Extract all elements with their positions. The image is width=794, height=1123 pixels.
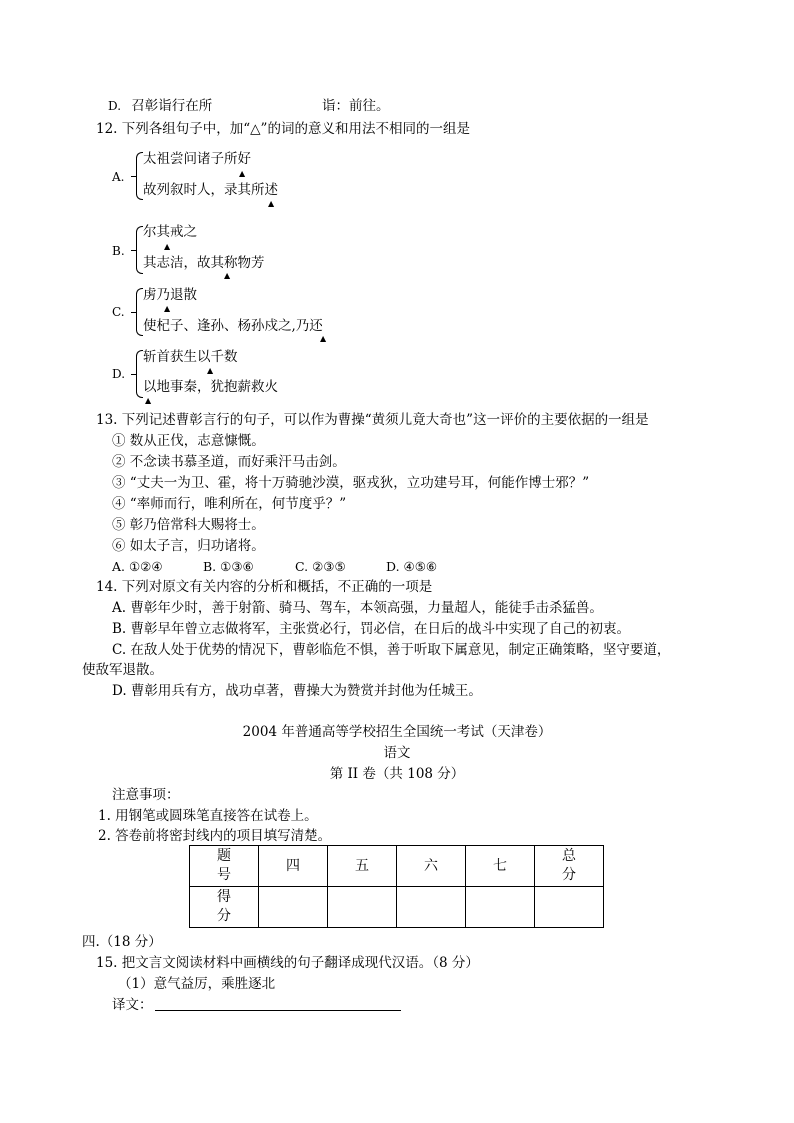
q11-note: 诣：前往。 xyxy=(322,98,390,114)
table-row xyxy=(190,846,604,887)
answer-label: 译文： xyxy=(112,997,153,1013)
subject-title: 语文 xyxy=(383,745,411,761)
q12-a-label: A. xyxy=(112,170,125,184)
q14-option-b: B. 曹彰早年曾立志做将军，主张赏必行，罚必信，在日后的战斗中实现了自己的初衷。 xyxy=(112,621,631,637)
note-item-2: 2. 答卷前将密封线内的项目填写清楚。 xyxy=(98,828,332,844)
emphasis-mark: ▲ xyxy=(164,242,171,251)
q13-item-4: ④ “率师而行，唯利所在，何节度乎？” xyxy=(112,496,347,512)
table-header-cell: 题号 xyxy=(190,846,259,887)
q12-d-label: D. xyxy=(112,367,126,381)
emphasis-mark: ▲ xyxy=(268,199,275,208)
q12-d-line1: 斩首获生以千数 xyxy=(143,349,238,365)
q12-b-label: B. xyxy=(112,244,125,258)
q13-stem: 13. 下列记述曹彰言行的句子，可以作为曹操“黄须儿竟大奇也”这一评价的主要依据的一组是 xyxy=(96,412,649,428)
answer-line[interactable] xyxy=(155,1010,401,1011)
table-header-cell: 六 xyxy=(397,846,466,887)
q12-b-brace xyxy=(136,226,143,274)
q12-stem: 12. 下列各组句子中，加“△”的词的意义和用法不相同的一组是 xyxy=(96,121,470,137)
q13-item-6: ⑥ 如太子言，归功诸将。 xyxy=(112,538,265,554)
q14-option-c: C. 在敌人处于优势的情况下，曹彰临危不惧，善于听取下属意见，制定正确策略，坚守要道， xyxy=(112,642,671,658)
q14-option-a: A. 曹彰年少时，善于射箭、骑马、驾车，本领高强，力量超人，能徒手击杀猛兽。 xyxy=(112,600,603,616)
emphasis-mark: ▲ xyxy=(224,271,231,280)
emphasis-mark: ▲ xyxy=(320,334,327,343)
exam-title: 2004 年普通高等学校招生全国统一考试（天津卷） xyxy=(242,724,552,740)
option-label: D. xyxy=(108,99,122,113)
score-table xyxy=(189,845,604,928)
q12-a-line2: 故列叙时人，录其所述 xyxy=(143,182,278,198)
q12-c-brace xyxy=(136,288,143,336)
q13-item-1: ① 数从正伐，志意慷慨。 xyxy=(112,433,265,449)
q13-choice-b: B. ①③⑥ xyxy=(203,559,254,574)
q12-b-line1: 尔其戒之 xyxy=(143,224,197,240)
q12-a-brace xyxy=(136,152,143,200)
notes-title: 注意事项： xyxy=(112,787,180,803)
q13-choice-a: A. ①②④ xyxy=(112,559,163,574)
option-text: 召彰诣行在所 xyxy=(131,98,213,114)
table-header-cell: 四 xyxy=(259,846,328,887)
q12-b-line2: 其志洁，故其称物芳 xyxy=(143,255,265,271)
table-row-label: 得分 xyxy=(190,887,259,928)
q12-d-brace xyxy=(136,350,143,398)
q12-c-label: C. xyxy=(112,305,125,319)
score-cell[interactable] xyxy=(328,887,397,928)
emphasis-mark: ▲ xyxy=(145,396,152,405)
q13-item-2: ② 不念读书慕圣道，而好乘汗马击剑。 xyxy=(112,454,346,470)
table-header-cell: 总分 xyxy=(535,846,604,887)
emphasis-mark: ▲ xyxy=(239,169,246,178)
q11-option-d xyxy=(108,97,212,115)
q12-c-line2: 使杞子、逢孙、杨孙戍之,乃还 xyxy=(143,318,323,334)
q13-choice-d: D. ④⑤⑥ xyxy=(386,559,438,574)
q15-sub-1: （1）意气益厉，乘胜逐北 xyxy=(118,976,276,992)
q15-stem: 15. 把文言文阅读材料中画横线的句子翻译成现代汉语。（8 分） xyxy=(96,955,479,971)
emphasis-mark: ▲ xyxy=(207,366,214,375)
q12-c-line1: 虏乃退散 xyxy=(143,287,197,303)
score-cell[interactable] xyxy=(259,887,328,928)
table-header-cell: 七 xyxy=(466,846,535,887)
note-item-1: 1. 用钢笔或圆珠笔直接答在试卷上。 xyxy=(98,808,318,824)
part-title: 第 II 卷（共 108 分） xyxy=(329,766,465,782)
emphasis-mark: ▲ xyxy=(164,304,171,313)
q14-option-c-cont: 使敌军退散。 xyxy=(82,662,163,678)
score-cell[interactable] xyxy=(397,887,466,928)
q12-a-line1: 太祖尝问诸子所好 xyxy=(143,151,251,167)
q12-d-line2: 以地事秦，犹抱薪救火 xyxy=(143,379,278,395)
q14-stem: 14. 下列对原文有关内容的分析和概括，不正确的一项是 xyxy=(96,579,433,595)
q13-item-3: ③ “丈夫一为卫、霍，将十万骑驰沙漠，驱戎狄，立功建号耳，何能作博士邪？” xyxy=(112,475,590,491)
score-cell[interactable] xyxy=(535,887,604,928)
q13-choice-c: C. ②③⑤ xyxy=(295,559,346,574)
q14-option-d: D. 曹彰用兵有方，战功卓著，曹操大为赞赏并封他为任城王。 xyxy=(112,683,482,699)
q13-item-5: ⑤ 彰乃倍常科大赐将士。 xyxy=(112,517,265,533)
score-cell[interactable] xyxy=(466,887,535,928)
table-header-cell: 五 xyxy=(328,846,397,887)
section-4-title: 四.（18 分） xyxy=(82,934,162,950)
table-row xyxy=(190,887,604,928)
